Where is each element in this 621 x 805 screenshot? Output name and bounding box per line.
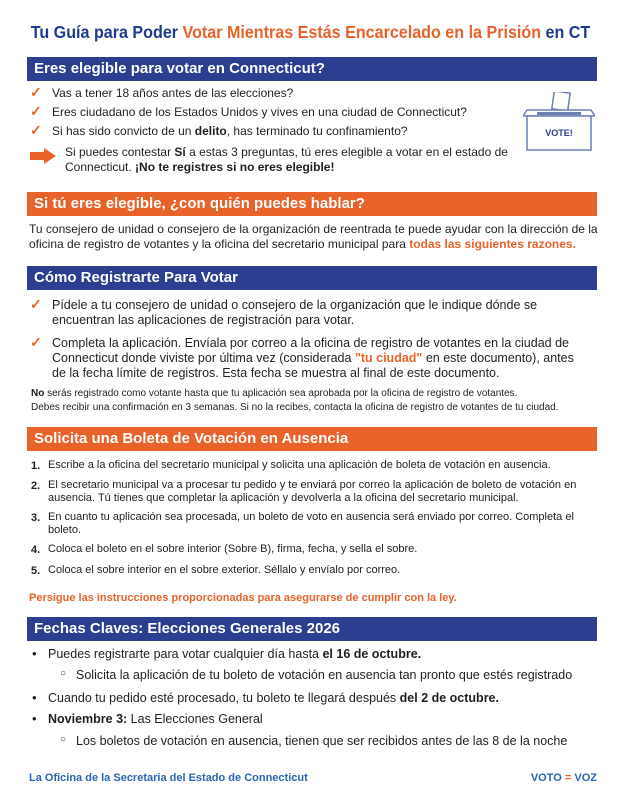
section-eligibility-heading: Eres elegible para votar en Connecticut? <box>27 57 597 81</box>
section-register-heading: Cómo Registrarte Para Votar <box>27 266 597 290</box>
question-conviction: Si has sido convicto de un delito, has terminado tu confinamiento? <box>52 124 408 138</box>
section-dates-heading: Fechas Claves: Elecciones Generales 2026 <box>27 617 597 641</box>
footer-slogan: VOTO = VOZ <box>530 772 597 784</box>
question-age: Vas a tener 18 años antes de las elecciones? <box>52 86 294 100</box>
section-absentee-heading: Solicita una Boleta de Votación en Ausencia <box>27 427 597 451</box>
date-registration-sub: Solicita la aplicación de tu boleto de votación en ausencia tan pronto que estés registrado <box>76 668 573 682</box>
bullet-icon: • <box>32 646 37 661</box>
step-text: En cuanto tu aplicación sea procesada, un boleto de voto en ausencia será enviado por correo. Completa el boleto. <box>48 511 574 536</box>
check-icon: ✓ <box>30 334 42 350</box>
page-title: Tu Guía para Poder Votar Mientras Estás Encarcelado en la Prisión en CT <box>30 22 591 42</box>
step-text: Coloca el boleto en el sobre interior (Sobre B), firma, fecha, y sella el sobre. <box>48 543 418 555</box>
step-number: 1. <box>31 460 41 472</box>
date-election: Noviembre 3: Las Elecciones General <box>48 712 263 726</box>
ballot-box-icon <box>523 92 595 152</box>
sub-bullet-icon: ○ <box>60 734 67 745</box>
step-number: 3. <box>31 512 41 524</box>
absentee-note: Persigue las instrucciones proporcionadas para asegurarse de cumplir con la ley. <box>29 592 457 604</box>
check-icon: ✓ <box>30 84 42 100</box>
section-contact-heading: Si tú eres elegible, ¿con quién puedes hablar? <box>27 192 597 216</box>
check-icon: ✓ <box>30 122 42 138</box>
check-icon: ✓ <box>30 296 42 312</box>
step-text: El secretario municipal va a procesar tu pedido y te enviará por correo la aplicación de boleto de votación en ausencia. Tú tienes que completar la aplicación y devolverla a la oficina del secretario municipal. <box>48 479 577 504</box>
check-icon: ✓ <box>30 103 42 119</box>
date-election-sub: Los boletos de votación en ausencia, tienen que ser recibidos antes de las 8 de la noche <box>76 734 568 748</box>
step-text: Escribe a la oficina del secretario municipal y solicita una aplicación de boleta de votación en ausencia. <box>48 459 551 471</box>
step-text: Coloca el sobre interior en el sobre exterior. Séllalo y envíalo por correo. <box>48 564 401 576</box>
eligibility-answer: Si puedes contestar Sí a estas 3 preguntas, tú eres elegible a votar en el estado de Connecticut. ¡No te registres si no eres elegible! <box>65 145 508 174</box>
step-number: 2. <box>31 480 41 492</box>
date-registration: Puedes registrarte para votar cualquier día hasta el 16 de octubre. <box>48 647 422 661</box>
register-note: No serás registrado como votante hasta que tu aplicación sea aprobada por la oficina de registro de votantes. Debes recibir una confirmación en 3 semanas. Si no la recibes, contacta la oficina de registro de votantes de tu ciudad. <box>31 388 559 413</box>
footer-office: La Oficina de la Secretaria del Estado de Connecticut <box>29 772 308 784</box>
arrow-right-icon <box>30 148 56 164</box>
register-step-1: Pídele a tu consejero de unidad o consejero de la organización que le indique dónde se encuentran las aplicaciones de registración para votar. <box>52 298 538 327</box>
date-ballot-arrival: Cuando tu pedido esté procesado, tu boleto te llegará después del 2 de octubre. <box>48 691 499 705</box>
question-citizen: Eres ciudadano de los Estados Unidos y vives en una ciudad de Connecticut? <box>52 105 467 119</box>
bullet-icon: • <box>32 690 37 705</box>
register-step-2: Completa la aplicación. Envíala por correo a la oficina de registro de votantes en la ciudad de Connecticut donde viviste por última vez (considerada "tu ciudad" en este documento), antes de la fecha límite de registros. Esta fecha se muestra al final de este documento. <box>52 336 574 380</box>
contact-text: Tu consejero de unidad o consejero de la organización de reentrada te puede ayudar con la dirección de la oficina de registro de votantes y la oficina del secretario municipal para todas las siguientes razones. <box>29 222 598 251</box>
step-number: 4. <box>31 544 41 556</box>
step-number: 5. <box>31 565 41 577</box>
sub-bullet-icon: ○ <box>60 668 67 679</box>
ballot-label: VOTE! <box>545 128 573 138</box>
bullet-icon: • <box>32 711 37 726</box>
